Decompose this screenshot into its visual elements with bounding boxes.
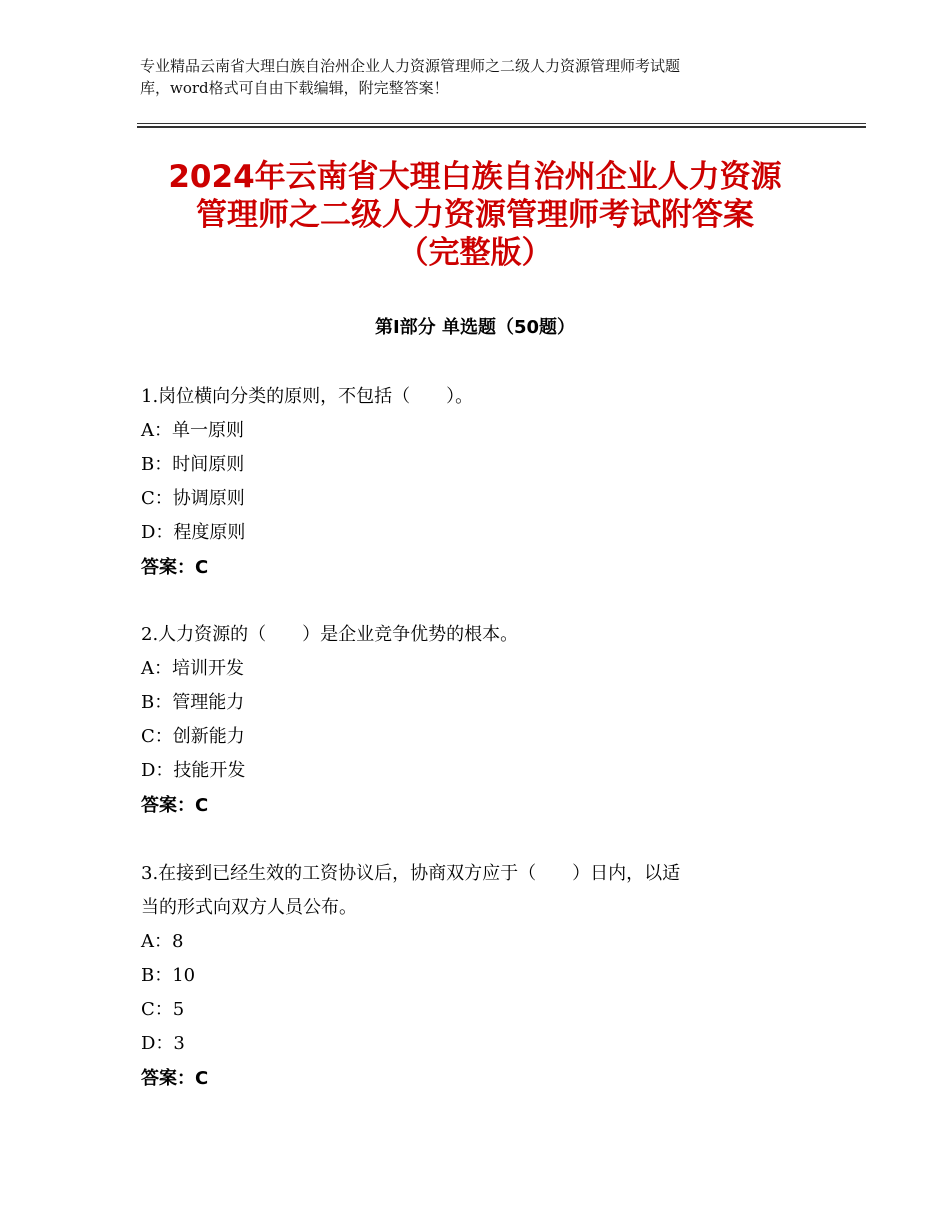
- document-title-line: （完整版）: [397, 235, 553, 271]
- option-a: A：单一原则: [141, 420, 244, 441]
- question-stem-line: 2.人力资源的（ ）是企业竞争优势的根本。: [141, 624, 519, 645]
- header-divider: [137, 126, 866, 128]
- option-c: C：创新能力: [141, 726, 245, 747]
- option-b: B：管理能力: [141, 692, 245, 713]
- option-d: D：程度原则: [141, 522, 246, 543]
- question-block: [141, 380, 841, 586]
- question-block: [141, 857, 841, 1097]
- question-stem: [141, 857, 841, 925]
- option-b: B：10: [141, 965, 196, 986]
- answer-line: 答案：C: [141, 795, 209, 816]
- option-b: B：时间原则: [141, 454, 245, 475]
- option-a: A：8: [141, 931, 184, 952]
- document-title-line: 2024年云南省大理白族自治州企业人力资源: [168, 159, 782, 195]
- answer-line: 答案：C: [141, 1068, 209, 1089]
- option-c: C：5: [141, 999, 185, 1020]
- header-note-line: 库，word格式可自由下载编辑，附完整答案！: [140, 79, 449, 97]
- option-d: D：3: [141, 1033, 185, 1054]
- question-stem-line: 3.在接到已经生效的工资协议后，协商双方应于（ ）日内，以适: [141, 863, 681, 884]
- question-stem-line: 1.岗位横向分类的原则，不包括（ ）。: [141, 386, 474, 407]
- option-c: C：协调原则: [141, 488, 245, 509]
- answer-line: 答案：C: [141, 557, 209, 578]
- question-stem-line: 当的形式向双方人员公布。: [141, 897, 357, 918]
- option-a: A：培训开发: [141, 658, 244, 679]
- question-stem: [141, 618, 841, 652]
- question-stem: [141, 380, 841, 414]
- option-d: D：技能开发: [141, 760, 246, 781]
- header-note-line: 专业精品云南省大理白族自治州企业人力资源管理师之二级人力资源管理师考试题: [140, 57, 681, 75]
- question-block: [141, 618, 841, 824]
- header-note: [140, 55, 830, 99]
- document-title: [110, 158, 840, 272]
- document-title-line: 管理师之二级人力资源管理师考试附答案: [196, 197, 754, 233]
- section-title: 第Ⅰ部分 单选题（50题）: [374, 317, 575, 338]
- header-divider: [137, 123, 866, 124]
